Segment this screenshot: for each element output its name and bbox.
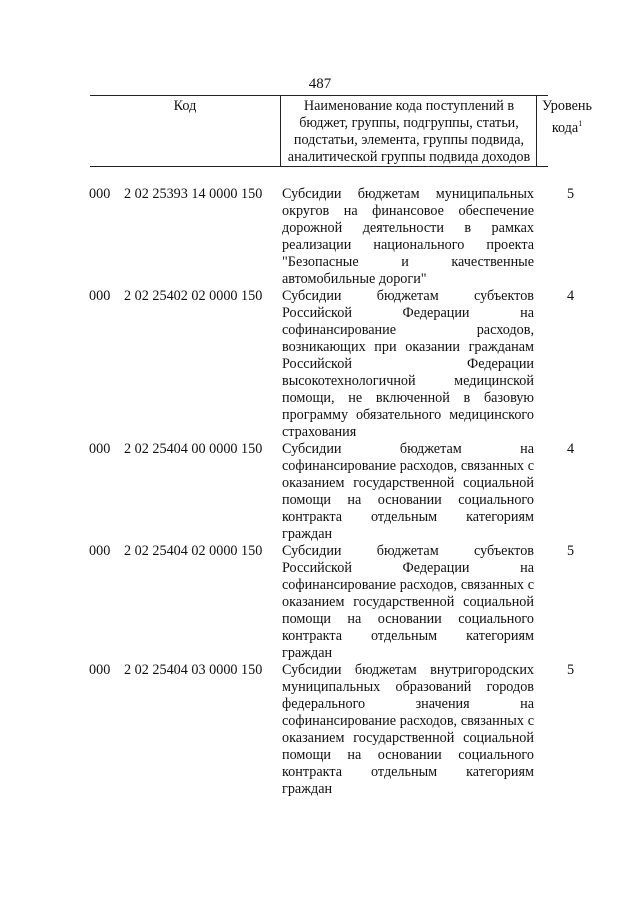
revenue-code: 2 02 25404 03 0000 150	[124, 662, 263, 678]
header-code: Код	[173, 98, 197, 114]
table-row	[0, 288, 640, 441]
header-level-label: Уровень кода	[542, 98, 592, 136]
table-body	[0, 186, 640, 798]
code-level: 5	[567, 543, 575, 559]
admin-code: 000	[89, 288, 111, 304]
column-divider	[280, 96, 281, 166]
revenue-name: Субсидии бюджетам субъектов Российской Федерации на софинансирование расходов, возникающих при оказании гражданам Российской Федерации высокотехнологичной медицинской помощи, не включенной в базовую программу обязательного медицинского страхования	[282, 288, 534, 440]
revenue-code: 2 02 25404 02 0000 150	[124, 543, 263, 559]
table-row	[0, 662, 640, 798]
footnote-marker: 1	[578, 119, 583, 128]
table-row	[0, 543, 640, 662]
table-row	[0, 441, 640, 543]
revenue-name: Субсидии бюджетам субъектов Российской Федерации на софинансирование расходов, связанных с оказанием государственной социальной помощи на основании социального контракта отдельным категориям граждан	[282, 543, 534, 661]
code-level: 4	[567, 288, 575, 304]
revenue-code: 2 02 25404 00 0000 150	[124, 441, 263, 457]
column-divider	[536, 96, 537, 166]
page-number: 487	[308, 76, 332, 92]
code-level: 4	[567, 441, 575, 457]
code-level: 5	[567, 186, 575, 202]
header-name: Наименование кода поступлений в бюджет, группы, подгруппы, статьи, подстатьи, элемента, группы подвида, аналитической группы подвида доходов	[287, 98, 531, 165]
table-header	[90, 95, 592, 167]
revenue-code: 2 02 25393 14 0000 150	[124, 186, 263, 202]
code-level: 5	[567, 662, 575, 678]
admin-code: 000	[89, 186, 111, 202]
table-row	[0, 186, 640, 288]
revenue-name: Субсидии бюджетам муниципальных округов на финансовое обеспечение дорожной деятельности в рамках реализации национального проекта "Безопасные и качественные автомобильные дороги"	[282, 186, 534, 287]
admin-code: 000	[89, 543, 111, 559]
revenue-name: Субсидии бюджетам на софинансирование расходов, связанных с оказанием государственной социальной помощи на основании социального контракта отдельным категориям граждан	[282, 441, 534, 542]
admin-code: 000	[89, 441, 111, 457]
revenue-code: 2 02 25402 02 0000 150	[124, 288, 263, 304]
admin-code: 000	[89, 662, 111, 678]
revenue-name: Субсидии бюджетам внутригородских муниципальных образований городов федерального значения на софинансирование расходов, связанных с оказанием государственной социальной помощи на основании социального контракта отдельным категориям граждан	[282, 662, 534, 797]
header-level	[538, 98, 596, 137]
